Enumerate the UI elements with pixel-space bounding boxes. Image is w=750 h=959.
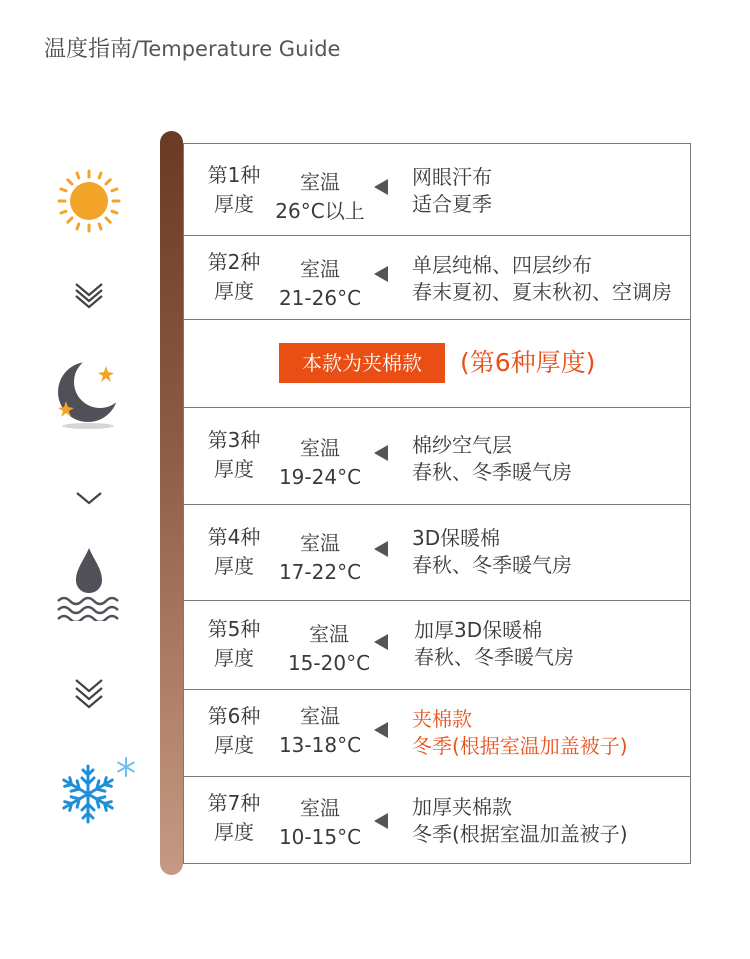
triple-chevron-down-icon [73,280,105,310]
thickness-label: 第5种 厚度 [207,617,261,670]
thickness-row-2 [183,235,691,320]
fabric-description-highlighted: 夹棉款 冬季(根据室温加盖被子) [412,707,628,758]
thickness-label: 第2种 厚度 [207,250,261,303]
thickness-row-1 [183,143,691,236]
thickness-row-3 [183,407,691,505]
chevron-down-icon [74,488,104,508]
room-temperature: 室温 13-18°C [278,704,362,757]
arrow-left-icon [374,813,388,829]
thickness-label: 第3种 厚度 [207,428,261,481]
arrow-left-icon [374,634,388,650]
thickness-row-6 [183,689,691,777]
current-product-badge: 本款为夹棉款 [279,343,445,383]
arrow-left-icon [374,266,388,282]
fabric-description: 3D保暖棉 春秋、冬季暖气房 [412,526,572,577]
fabric-description: 网眼汗布 适合夏季 [412,165,492,216]
page-title [44,32,340,63]
thickness-gradient-bar [160,131,183,875]
arrow-left-icon [374,541,388,557]
room-temperature: 室温 10-15°C [278,796,362,849]
fabric-description: 单层纯棉、四层纱布 春末夏初、夏末秋初、空调房 [412,253,672,304]
sun-icon [56,168,122,234]
room-temperature: 室温 19-24°C [278,436,362,489]
title-english: /Temperature Guide [132,37,341,61]
triple-chevron-down-icon [73,676,105,712]
arrow-left-icon [374,179,388,195]
thickness-row-4 [183,504,691,601]
fabric-description: 棉纱空气层 春秋、冬季暖气房 [412,433,572,484]
thickness-label: 第7种 厚度 [207,791,261,844]
current-thickness-note: (第6种厚度) [460,348,596,377]
fabric-description: 加厚3D保暖棉 春秋、冬季暖气房 [414,618,574,669]
room-temperature: 室温 21-26°C [278,257,362,310]
thickness-label: 第4种 厚度 [207,525,261,578]
water-drop-waves-icon [54,545,124,621]
thickness-label: 第6种 厚度 [207,704,261,757]
fabric-description: 加厚夹棉款 冬季(根据室温加盖被子) [412,795,628,846]
current-product-banner [183,319,691,408]
thickness-row-5 [183,600,691,690]
title-chinese: 温度指南 [44,37,133,62]
thickness-row-7 [183,776,691,864]
thickness-label: 第1种 厚度 [207,163,261,216]
room-temperature: 室温 15-20°C [287,622,371,675]
room-temperature: 室温 26°C以上 [275,170,365,223]
snowflake-icon [54,754,138,826]
room-temperature: 室温 17-22°C [278,531,362,584]
arrow-left-icon [374,445,388,461]
moon-stars-icon [52,352,124,432]
arrow-left-icon [374,722,388,738]
